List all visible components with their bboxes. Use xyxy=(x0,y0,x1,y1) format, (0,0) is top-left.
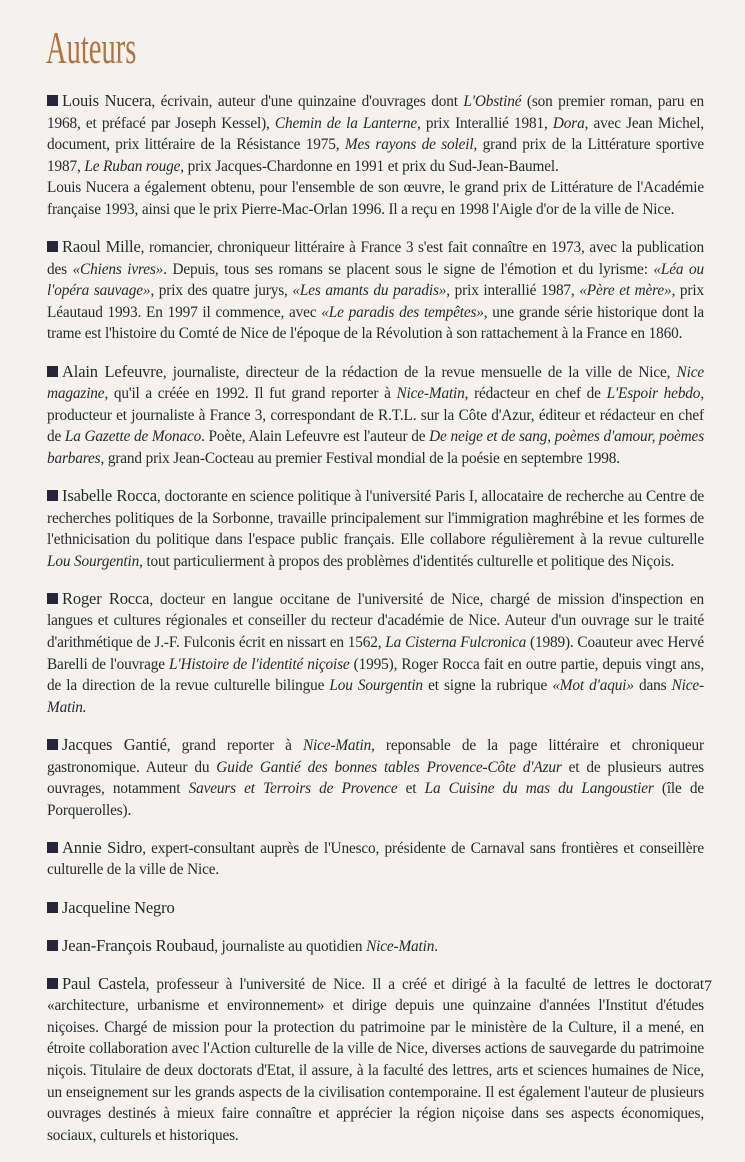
entry-text: , grand prix Jean-Cocteau au premier Festival mondial de la poésie en septembre 1998. xyxy=(100,449,620,467)
author-list xyxy=(47,90,704,1162)
work-title: Nice-Matin xyxy=(396,385,465,403)
square-bullet-icon xyxy=(47,842,58,853)
author-entry xyxy=(47,236,704,345)
work-title: Mes rayons de soleil xyxy=(344,136,474,154)
entry-text: . Depuis, tous ses romans se placent sous le signe de l'émotion et du lyrisme: xyxy=(163,260,654,278)
square-bullet-icon xyxy=(47,593,58,604)
author-name: Jacques Gantié xyxy=(62,734,167,754)
author-name: Roger Rocca xyxy=(62,588,150,608)
author-name: Louis Nucera xyxy=(62,91,152,110)
author-name: Raoul Mille xyxy=(62,237,141,257)
work-title: De neige et de sang, poèmes d'amour, poèmes barbares xyxy=(47,428,704,467)
square-bullet-icon xyxy=(47,940,58,951)
entry-text: , romancier, chroniqueur littéraire à France 3 s'est fait connaître en 1973, avec la publication des xyxy=(47,239,704,278)
entry-text: , une grande série historique dont la trame est l'histoire du Comté de Nice de l'époque de la Révolution à son rattachement à la France en 1860. xyxy=(47,303,704,343)
entry-text: , tout particulierment à propos des problèmes d'identités culturelle et politique des Niçois. xyxy=(139,552,675,570)
work-title: «Père et mère» xyxy=(579,282,672,300)
entry-text: , prix des quatre jurys, xyxy=(150,282,293,300)
author-entry xyxy=(47,361,704,470)
work-title: «Chiens ivres» xyxy=(72,260,164,278)
work-title: «Le paradis des tempêtes» xyxy=(321,303,484,321)
page-title: Auteurs xyxy=(46,22,137,73)
work-title: Nice-Matin xyxy=(366,937,435,955)
work-title: L'Espoir hebdo xyxy=(606,385,701,403)
author-entry xyxy=(47,90,704,221)
author-name: Alain Lefeuvre xyxy=(62,361,163,381)
author-entry xyxy=(47,935,704,958)
author-entry xyxy=(47,588,704,719)
work-title: «Les amants du paradis» xyxy=(292,282,447,300)
entry-text: , grand prix de la Littérature sportive 1987, xyxy=(47,136,704,175)
author-entry xyxy=(47,734,704,821)
entry-text: , reponsable de la page littéraire et chroniqueur gastronomique. Auteur du xyxy=(47,736,704,776)
entry-text: dans xyxy=(633,677,672,695)
work-title: Saveurs et Terroirs de Provence xyxy=(188,780,398,798)
entry-text: (1989). Coauteur avec Hervé Barelli de l'ouvrage xyxy=(47,634,704,673)
work-title: La Gazette de Monaco xyxy=(64,428,202,446)
square-bullet-icon xyxy=(47,978,58,989)
entry-text: et signe la rubrique xyxy=(422,677,553,695)
square-bullet-icon xyxy=(47,95,58,106)
work-title: Lou Sourgentin xyxy=(329,677,423,695)
author-name: Annie Sidro xyxy=(62,837,143,857)
work-title: La Cuisine du mas du Langoustier xyxy=(424,780,654,798)
square-bullet-icon xyxy=(47,902,58,913)
entry-text: , doctorante en science politique à l'université Paris I, allocataire de recherche au Centre de recherches politiques de la Sorbonne, travaille principalement sur l'immigration maghrébine et les formes de l'ethnicisation du politique dans l'espace public français. Elle collabore régulièrement à la revue culturelle xyxy=(47,488,704,549)
work-title: «Mot d'aqui» xyxy=(552,677,634,695)
entry-text: , professeur à l'université de Nice. Il a créé et dirigé à la faculté de lettres le doctorat «architecture, urbanisme et environnement» et dirige depuis une quinzaine d'années l'Institut d'études niçoises. Chargé de mission pour la protection du patrimoine par le ministère de la Culture, il a mené, en étroite collaboration avec l'Action culturelle de la ville de Nice, diverses actions de sauvegarde du patrimoine niçois. Titulaire de deux doctorats d'Etat, il assure, à la faculté des lettres, arts et sciences humaines de Nice, un enseignement sur les grands aspects de la civilisation contemporaine. Il est également l'auteur de plusieurs ouvrages destinés à mieux faire connaître et apprécier la région niçoise dans ses aspects économiques, sociaux, culturels et historiques. xyxy=(47,975,704,1144)
author-entry xyxy=(47,485,704,572)
author-entry xyxy=(47,897,704,920)
work-title: Nice-Matin xyxy=(302,736,372,754)
work-title: Le Ruban rouge xyxy=(84,157,181,175)
square-bullet-icon xyxy=(47,241,58,252)
entry-text: . Poète, Alain Lefeuvre est l'auteur de xyxy=(201,428,430,446)
work-title: Nice-Matin. xyxy=(47,677,704,716)
entry-text: , prix Jacques-Chardonne en 1991 et prix du Sud-Jean-Baumel. xyxy=(180,157,559,175)
entry-text: , producteur et journaliste à France 3, correspondant de R.T.L. sur la Côte d'Azur, éditeur et rédacteur en chef de xyxy=(47,385,704,446)
work-title: «Léa ou l'opéra sauvage» xyxy=(47,260,705,300)
entry-text: , expert-consultant auprès de l'Unesco, présidente de Carnaval sans frontières et conseillère culturelle de la ville de Nice. xyxy=(47,839,704,879)
entry-text: , prix Léautaud 1993. En 1997 il commence, avec xyxy=(47,282,704,321)
author-entry xyxy=(47,837,704,881)
entry-text: Louis Nucera a également obtenu, pour l'ensemble de son œuvre, le grand prix de Littérature de l'Académie française 1993, ainsi que le prix Pierre-Mac-Orlan 1996. Il a reçu en 1998 l'Aigle d'or de la ville de Nice. xyxy=(47,179,704,218)
work-title: Lou Sourgentin xyxy=(47,552,140,570)
entry-text: , grand reporter à xyxy=(166,736,303,754)
entry-text: , qu'il a créée en 1992. Il fut grand reporter à xyxy=(104,385,397,403)
work-title: Dora xyxy=(552,114,585,132)
work-title: Chemin de la Lanterne xyxy=(274,114,417,132)
work-title: Nice magazine xyxy=(47,363,704,403)
work-title: L'Histoire de l'identité niçoise xyxy=(169,655,350,673)
entry-text: , prix interallié 1987, xyxy=(446,282,580,300)
entry-text: , journaliste, directeur de la rédaction de la revue mensuelle de la ville de Nice, xyxy=(162,363,677,381)
author-name: Jacqueline Negro xyxy=(62,897,175,917)
work-title: La Cisterna Fulcronica xyxy=(385,634,527,652)
entry-text: , rédacteur en chef de xyxy=(464,385,607,403)
page-number: 7 xyxy=(704,978,712,995)
entry-text: , avec Jean Michel, document, prix littéraire de la Résistance 1975, xyxy=(47,114,704,154)
entry-text: et xyxy=(397,780,425,798)
square-bullet-icon xyxy=(47,739,58,750)
entry-text: (son premier roman, paru en 1968, et préfacé par Joseph Kessel), xyxy=(47,93,704,132)
author-name: Isabelle Rocca xyxy=(62,486,157,505)
work-title: Guide Gantié des bonnes tables Provence-Côte d'Azur xyxy=(216,758,562,776)
entry-text: , prix Interallié 1981, xyxy=(416,114,553,132)
author-name: Paul Castela xyxy=(62,973,146,993)
entry-text: , docteur en langue occitane de l'université de Nice, chargé de mission d'inspection en langues et cultures régionales et conseiller du recteur d'académie de Nice. Auteur d'un ouvrage sur le traité d'arithmétique de J.-F. Fulconis écrit en nissart en 1562, xyxy=(47,590,705,652)
author-entry xyxy=(47,973,704,1147)
entry-text: . xyxy=(434,937,438,955)
square-bullet-icon xyxy=(47,490,58,501)
entry-text: , écrivain, auteur d'une quinzaine d'ouvrages dont xyxy=(151,93,464,110)
entry-text: , journaliste au quotidien xyxy=(214,937,367,955)
author-name: Jean-François Roubaud xyxy=(62,935,215,955)
work-title: L'Obstiné xyxy=(463,93,522,110)
entry-text: et de plusieurs autres ouvrages, notamment xyxy=(47,758,704,798)
square-bullet-icon xyxy=(47,366,58,377)
entry-text: (île de Porquerolles). xyxy=(47,780,704,819)
entry-text: (1995), Roger Rocca fait en outre partie, depuis vingt ans, de la direction de la revue culturelle bilingue xyxy=(47,655,704,695)
